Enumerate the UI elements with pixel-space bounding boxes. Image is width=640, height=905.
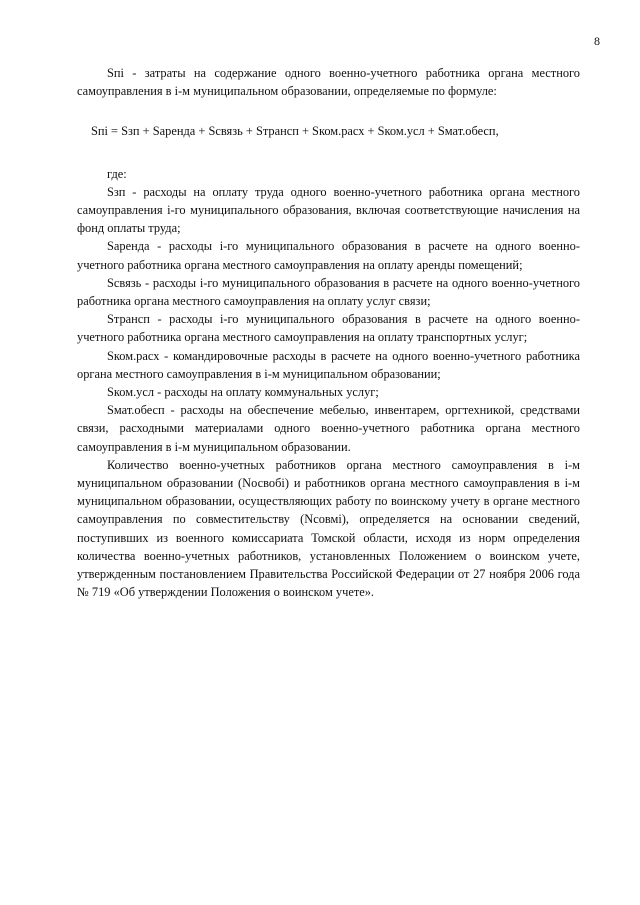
definition-skom-rash: Sком.расх - командировочные расходы в расчете на одного военно-учетного работника органа местного самоуправления в i-м муниципальном образовании; xyxy=(77,348,580,381)
definition-skom-usl: Sком.усл - расходы на оплату коммунальных услуг; xyxy=(107,385,379,400)
definition-smat-obesp: Sмат.обесп - расходы на обеспечение мебелью, инвентарем, оргтехникой, средствами связи, расходными материалами одного военно-учетного работника органа местного самоуправления в i-м муниципальном образовании. xyxy=(77,403,580,454)
closing-paragraph: Количество военно-учетных работников органа местного самоуправления в i-м муниципальном образовании (Nосвобi) и работников органа местного самоуправления в i-м муниципальном образовании, осуществляющих работу по воинскому учету в органе местного самоуправления по совместительству (Nсовмi), определяется на основании сведений, поступивших из военного комиссариата Томской области, исходя из норм определения количества военно-учетных работников, установленных Положением о воинском учете, утвержденным постановлением Правительства Российской Федерации от 27 ноября 2006 года № 719 «Об утверждении Положения о воинском учете». xyxy=(77,457,580,600)
definition-ssvyaz: Sсвязь - расходы i-го муниципального образования в расчете на одного военно-учетного работника органа местного самоуправления на оплату услуг связи; xyxy=(77,275,580,309)
where-label: где: xyxy=(107,166,127,181)
page-number: 8 xyxy=(594,34,600,48)
intro-paragraph: Sпi - затраты на содержание одного военно-учетного работника органа местного самоуправления в i-м муниципальном образовании, определяемые по формуле: xyxy=(77,66,580,99)
definition-sarenda: Sаренда - расходы i-го муниципального образования в расчете на одного военно-учетного работника органа местного самоуправления на оплату аренды помещений; xyxy=(77,239,580,272)
definition-stransp: Sтрансп - расходы i-го муниципального образования в расчете на одного военно-учетного работника органа местного самоуправления на оплату транспортных услуг; xyxy=(77,312,580,345)
formula: Sпi = Sзп + Sаренда + Sсвязь + Sтрансп + Sком.расх + Sком.усл + Sмат.обесп, xyxy=(91,124,499,139)
document-body xyxy=(77,64,580,601)
definition-szp: Sзп - расходы на оплату труда одного военно-учетного работника органа местного самоуправления i-го муниципального образования, включая соответствующие начисления на фонд оплаты труда; xyxy=(77,184,580,236)
